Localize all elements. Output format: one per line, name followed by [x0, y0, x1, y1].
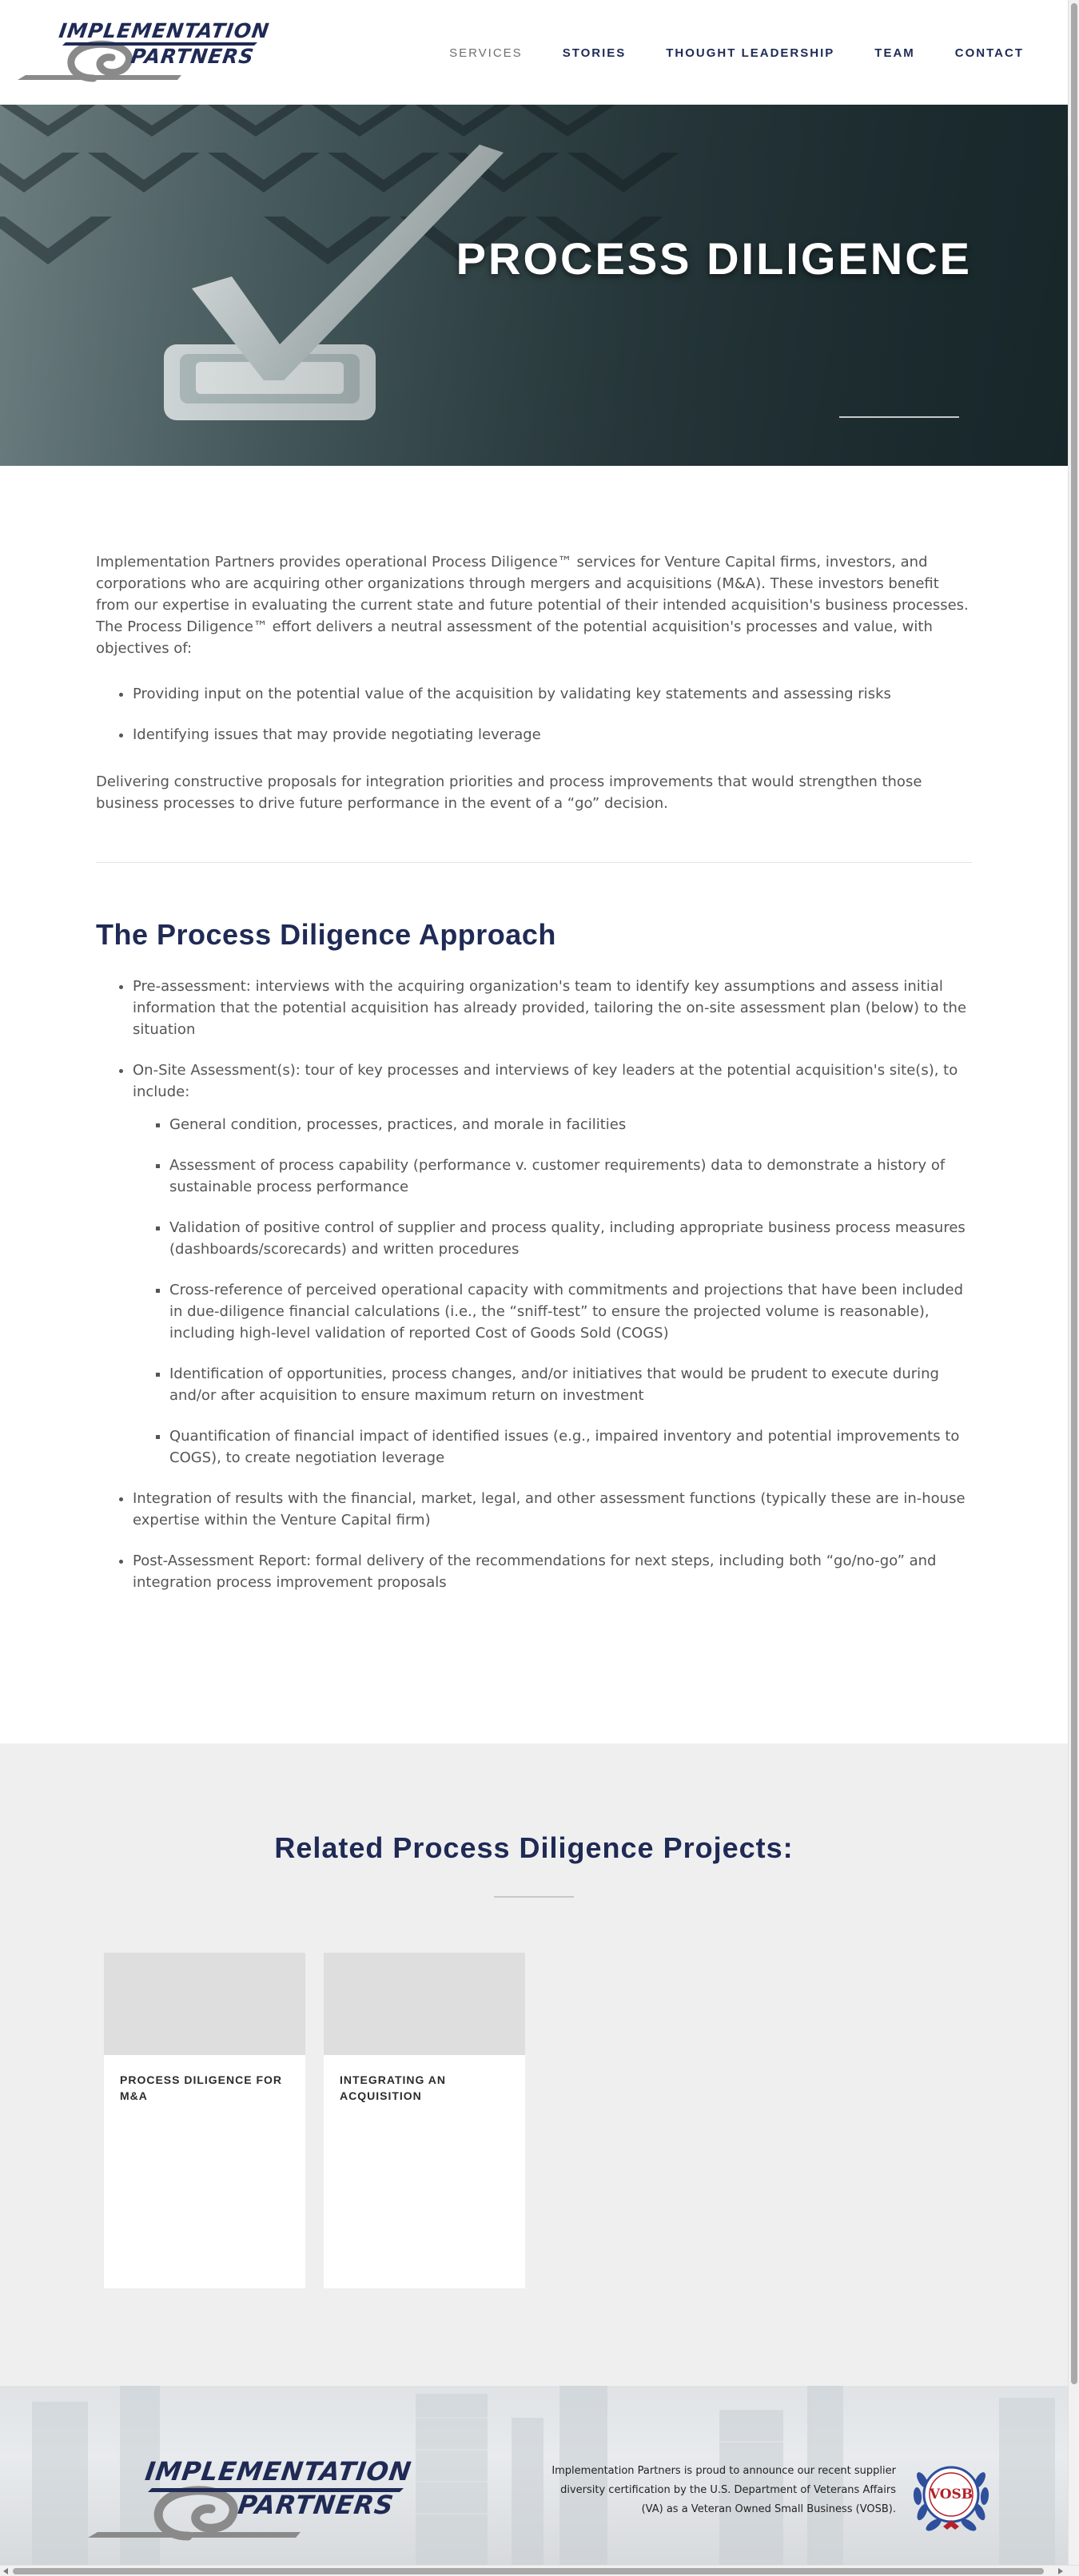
- list-item: [133, 1550, 972, 1593]
- card-image-placeholder: [104, 1953, 305, 2055]
- related-projects-section: [0, 1743, 1068, 2386]
- vosb-badge: [911, 2456, 991, 2536]
- logo-text-partners: PARTNERS: [129, 45, 256, 68]
- closing-paragraph: Delivering constructive proposals for integration priorities and process improvements that would strengthen those business processes to drive future performance in the event of a “go” decision.: [96, 773, 922, 812]
- card-title[interactable]: PROCESS DILIGENCE FOR M&A: [120, 2073, 283, 2102]
- site-logo[interactable]: [18, 18, 273, 85]
- related-heading-underline: [494, 1896, 574, 1898]
- list-item: • Providing input on the potential value of the acquisition by validating key statements and assessing risks: [133, 683, 972, 705]
- list-item: [133, 1059, 972, 1469]
- related-heading: Related Process Diligence Projects:: [274, 1831, 794, 1864]
- nav-services[interactable]: SERVICES: [449, 46, 523, 60]
- card-title[interactable]: INTEGRATING AN ACQUISITION: [340, 2073, 446, 2102]
- scroll-left-arrow-icon[interactable]: [3, 2568, 8, 2574]
- checkmark-icon: [0, 105, 1068, 466]
- intro-paragraph: Implementation Partners provides operational Process Diligence™ services for Venture Capital firms, investors, and corporations who are acquiring other organizations through mergers and acquisitions (M&A). These investors benefit from our expertise in evaluating the current state and future potential of their intended acquisition's business processes. The Process Diligence™ effort delivers a neutral assessment of the potential acquisition's processes and value, with objectives of:: [96, 554, 969, 657]
- nav-team[interactable]: TEAM: [874, 46, 915, 60]
- logo-text-implementation: IMPLEMENTATION: [143, 2456, 414, 2487]
- approach-list: [133, 976, 972, 1593]
- sub-list-item: ▪ Cross-reference of perceived operational capacity with commitments and projections that have been included in due-diligence financial calculations (i.e., the “sniff-test” to ensure the projected volume is reasonable), including high-level validation of reported Cost of Goods Sold (COGS): [169, 1279, 972, 1344]
- nav-stories[interactable]: STORIES: [562, 46, 627, 60]
- nav-thought-leadership[interactable]: THOUGHT LEADERSHIP: [666, 46, 835, 60]
- list-item: [133, 976, 972, 1040]
- list-item-text: Pre-assessment: interviews with the acquiring organization's team to identify key assumptions and assess initial information that the potential acquisition has already provided, tailoring the on-site assessment plan (below) to the situation: [133, 978, 967, 1038]
- logo-text-implementation: IMPLEMENTATION: [57, 19, 272, 42]
- vosb-badge-text: VOSB: [929, 2487, 973, 2502]
- scroll-right-arrow-icon[interactable]: [1058, 2568, 1063, 2574]
- project-card-process-diligence[interactable]: [104, 1953, 305, 2288]
- page-title: PROCESS DILIGENCE: [456, 233, 972, 284]
- horizontal-scrollbar[interactable]: [0, 2565, 1079, 2576]
- vertical-scrollbar-thumb[interactable]: [1071, 3, 1077, 2384]
- project-card-integrating-acquisition[interactable]: [324, 1953, 525, 2288]
- approach-heading: The Process Diligence Approach: [96, 918, 556, 951]
- horizontal-scrollbar-thumb[interactable]: [13, 2568, 1044, 2574]
- vertical-scrollbar[interactable]: [1068, 0, 1079, 2565]
- sub-list-item: ▪ Assessment of process capability (performance v. customer requirements) data to demonstrate a history of sustainable process performance: [169, 1155, 972, 1198]
- nav-contact[interactable]: CONTACT: [954, 46, 1024, 60]
- list-item-text: Post-Assessment Report: formal delivery of the recommendations for next steps, including both “go/no-go” and integration process improvement proposals: [133, 1552, 937, 1591]
- sub-list-item: ▪ Identification of opportunities, process changes, and/or initiatives that would be prudent to execute during and/or after acquisition to ensure maximum return on investment: [169, 1363, 972, 1406]
- site-footer: [0, 2386, 1068, 2565]
- site-header: [0, 0, 1068, 105]
- footer-logo[interactable]: [88, 2456, 424, 2544]
- main-nav: [449, 44, 1024, 62]
- sub-list-item: ▪ General condition, processes, practices, and morale in facilities: [169, 1114, 972, 1135]
- logo-text-partners: PARTNERS: [236, 2490, 396, 2520]
- sub-list-item: ▪ Validation of positive control of supplier and process quality, including appropriate business process measures (dashboards/scorecards) and written procedures: [169, 1217, 972, 1260]
- list-item: [133, 1488, 972, 1531]
- hero-banner: [0, 105, 1068, 466]
- hero-title-underline: [839, 416, 959, 418]
- sub-list-item: ▪ Quantification of financial impact of identified issues (e.g., impaired inventory and potential improvements to COGS), to create negotiation leverage: [169, 1425, 972, 1469]
- objectives-list: [133, 683, 972, 745]
- list-item-text: Integration of results with the financial, market, legal, and other assessment functions (typically these are in-house expertise within the Venture Capital firm): [133, 1490, 966, 1529]
- vosb-announcement: Implementation Partners is proud to announce our recent supplier diversity certification by the U.S. Department of Veterans Affairs (VA) as a Veteran Owned Small Business (VOSB).: [551, 2465, 896, 2515]
- section-divider: [96, 862, 972, 863]
- list-item-text: On-Site Assessment(s): tour of key processes and interviews of key leaders at the potential acquisition's site(s), to include:: [133, 1062, 958, 1100]
- card-image-placeholder: [324, 1953, 525, 2055]
- list-item: • Identifying issues that may provide negotiating leverage: [133, 724, 972, 745]
- onsite-sub-list: [169, 1114, 972, 1469]
- main-content: [96, 551, 972, 1612]
